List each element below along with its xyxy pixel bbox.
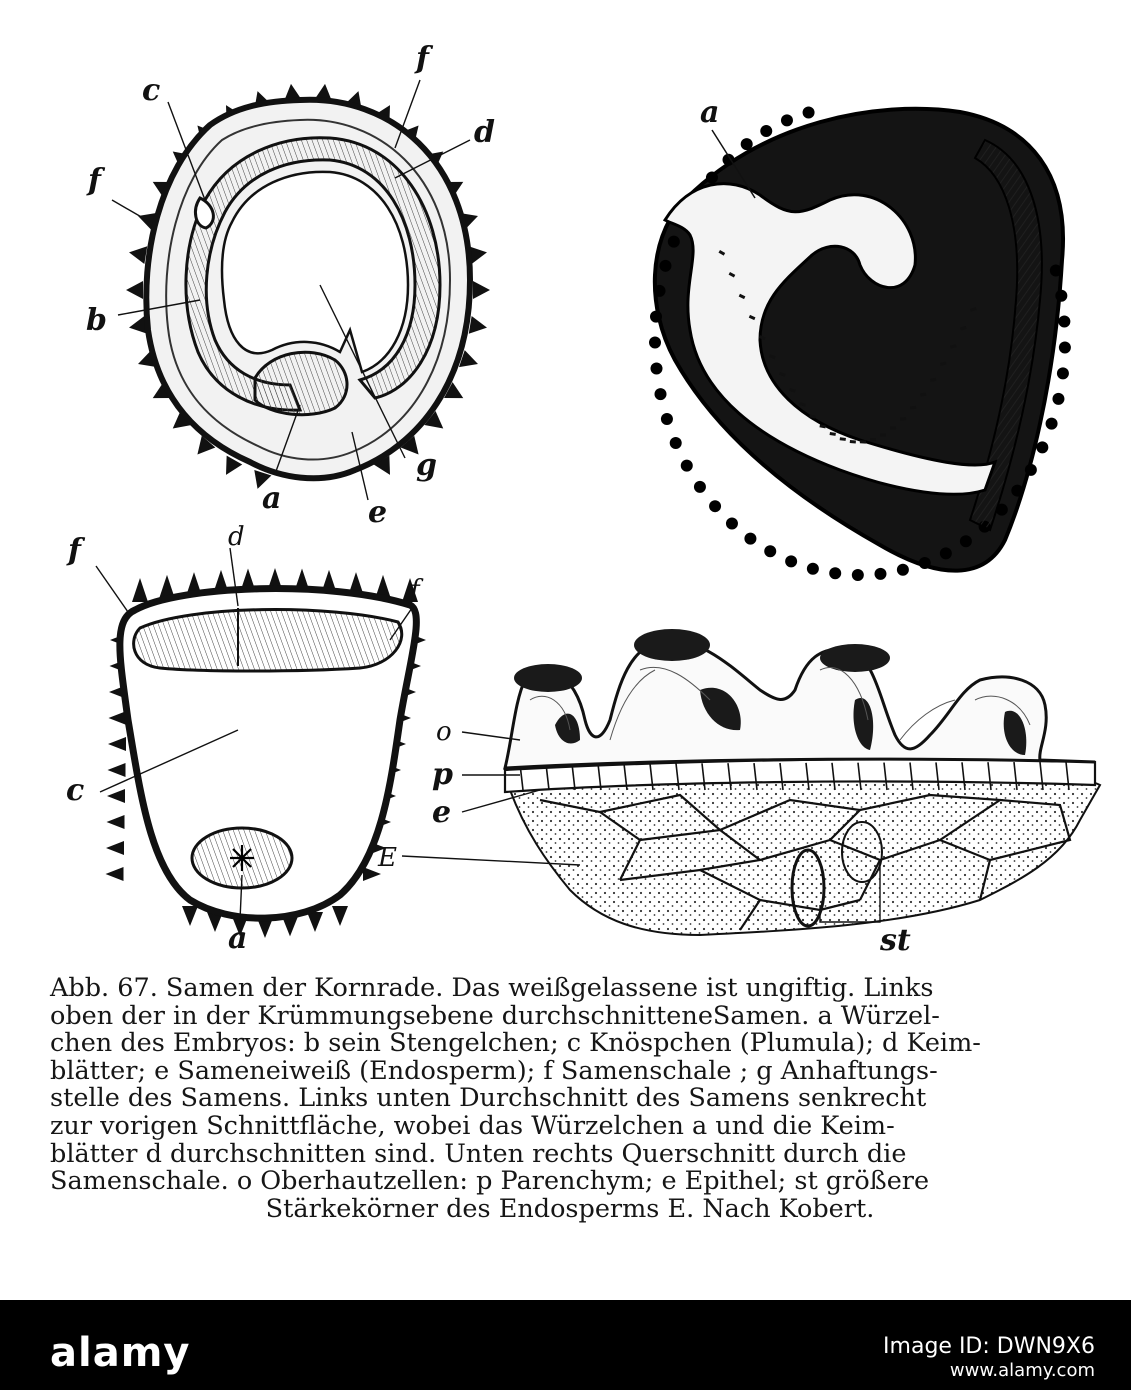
tubercle bbox=[829, 567, 841, 579]
seed-coat-cross-section bbox=[377, 629, 1100, 958]
transverse-cotyledons bbox=[134, 610, 402, 671]
stock-logo[interactable]: alamy bbox=[50, 1330, 191, 1376]
caption-line: Samenschale. o Oberhautzellen: p Parenchym; e Epithel; st größere bbox=[50, 1166, 930, 1197]
tubercle bbox=[1058, 316, 1070, 328]
label-br-o: o bbox=[436, 717, 452, 747]
label-br-E: E bbox=[378, 843, 397, 873]
tubercle bbox=[803, 107, 815, 119]
coat-tooth bbox=[473, 281, 490, 299]
pit bbox=[900, 417, 906, 420]
coat-tooth bbox=[469, 316, 487, 334]
coat-tooth bbox=[132, 578, 148, 602]
coat-tooth bbox=[107, 789, 125, 803]
label-tl-d: d bbox=[474, 115, 495, 150]
caption-line: oben der in der Krümmungsebene durchschnitteneSamen. a Würzel- bbox=[50, 1000, 940, 1031]
seed-exterior-view bbox=[649, 95, 1071, 581]
tubercle bbox=[661, 413, 673, 425]
label-tl-f-left: f bbox=[88, 163, 101, 198]
tubercle bbox=[1050, 265, 1062, 277]
caption-line: zur vorigen Schnittfläche, wobei das Würzelchen a und die Keim- bbox=[50, 1110, 895, 1141]
tubercle bbox=[706, 171, 718, 183]
tubercle bbox=[681, 460, 693, 472]
label-bl-f-left: f bbox=[68, 533, 81, 568]
tubercle bbox=[960, 535, 972, 547]
label-br-e: e bbox=[432, 795, 452, 830]
coat-tooth bbox=[106, 867, 124, 881]
tubercle bbox=[1036, 441, 1048, 453]
tubercle bbox=[1055, 290, 1067, 302]
image-id: Image ID: DWN9X6 bbox=[883, 1334, 1095, 1359]
tubercle bbox=[726, 518, 738, 530]
pit bbox=[880, 433, 886, 436]
label-tl-b: b bbox=[86, 303, 107, 338]
label-bl-d: d bbox=[228, 522, 245, 552]
tubercle bbox=[651, 362, 663, 374]
endosperm bbox=[222, 172, 408, 372]
label-bl-a: a bbox=[228, 921, 248, 956]
figure-caption bbox=[50, 975, 1090, 1223]
coat-tooth bbox=[332, 906, 348, 926]
tubercle bbox=[1059, 342, 1071, 354]
tubercle bbox=[744, 533, 756, 545]
tubercle bbox=[940, 547, 952, 559]
embryo-radicle bbox=[255, 352, 347, 414]
tubercle bbox=[852, 569, 864, 581]
epidermis-folds bbox=[505, 640, 1095, 768]
label-bl-c: c bbox=[66, 773, 85, 808]
starch-grain bbox=[792, 850, 824, 926]
tubercle bbox=[1025, 464, 1037, 476]
caption-line: chen des Embryos: b sein Stengelchen; c Knöspchen (Plumula); d Keim- bbox=[50, 1028, 981, 1059]
label-tl-c: c bbox=[142, 73, 161, 108]
stock-footer-bar bbox=[0, 1300, 1131, 1390]
tubercle bbox=[649, 337, 661, 349]
coat-tooth bbox=[129, 246, 147, 264]
label-br-p: p bbox=[432, 757, 453, 792]
tubercle bbox=[897, 564, 909, 576]
tubercle bbox=[654, 285, 666, 297]
label-tr-a: a bbox=[700, 95, 720, 130]
tubercle bbox=[659, 260, 671, 272]
seed-longitudinal-section bbox=[86, 41, 495, 530]
caption-line: Stärkekörner des Endosperms E. Nach Kobert. bbox=[265, 1193, 875, 1224]
caption-line: blätter d durchschnitten sind. Unten rechts Querschnitt durch die bbox=[50, 1138, 907, 1169]
pit bbox=[870, 438, 876, 441]
coat-tooth bbox=[108, 763, 126, 777]
tubercle bbox=[1046, 418, 1058, 430]
coat-tooth bbox=[182, 906, 198, 926]
label-bl-f-right: f bbox=[410, 575, 420, 605]
coat-tooth bbox=[106, 841, 124, 855]
caption-line: stelle des Samens. Links unten Durchschnitt des Samens senkrecht bbox=[50, 1083, 927, 1114]
label-br-st: st bbox=[880, 923, 911, 958]
tubercle bbox=[1052, 393, 1064, 405]
coat-tooth bbox=[107, 815, 125, 829]
tubercle bbox=[785, 555, 797, 567]
label-tl-e: e bbox=[368, 495, 388, 530]
caption-line: blätter; e Sameneiweiß (Endosperm); f Samenschale ; g Anhaftungs- bbox=[50, 1055, 938, 1086]
tubercle bbox=[650, 311, 662, 323]
seed-transverse-section bbox=[66, 522, 426, 956]
tubercle bbox=[764, 545, 776, 557]
pit bbox=[850, 440, 856, 444]
pit bbox=[890, 426, 896, 429]
tubercle bbox=[919, 557, 931, 569]
label-tl-a: a bbox=[262, 481, 282, 516]
pit bbox=[860, 440, 866, 443]
tubercle bbox=[670, 437, 682, 449]
tubercle bbox=[1011, 485, 1023, 497]
stock-site-url[interactable]: www.alamy.com bbox=[949, 1360, 1095, 1381]
label-tl-g: g bbox=[416, 448, 437, 483]
tubercle bbox=[781, 114, 793, 126]
tubercle bbox=[760, 125, 772, 137]
tubercle bbox=[1057, 367, 1069, 379]
label-tl-f-top: f bbox=[416, 41, 429, 76]
caption-line: Abb. 67. Samen der Kornrade. Das weißgelassene ist ungiftig. Links bbox=[50, 973, 934, 1003]
tubercle bbox=[694, 481, 706, 493]
coat-tooth bbox=[126, 281, 143, 299]
tubercle bbox=[668, 236, 680, 248]
tubercle bbox=[655, 388, 667, 400]
tubercle bbox=[807, 563, 819, 575]
tubercle bbox=[709, 500, 721, 512]
tubercle bbox=[874, 568, 886, 580]
coat-tooth bbox=[108, 737, 126, 751]
tubercle bbox=[741, 138, 753, 150]
coat-tooth bbox=[307, 912, 323, 932]
